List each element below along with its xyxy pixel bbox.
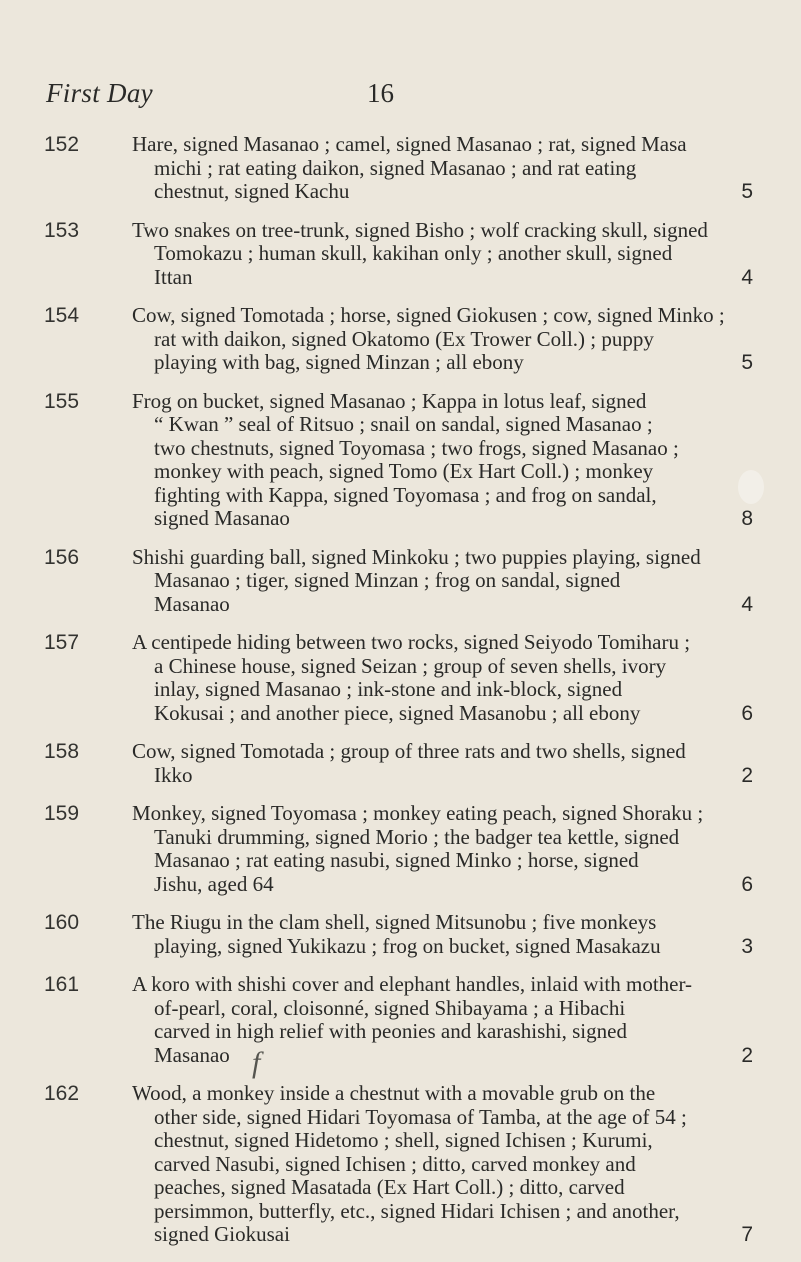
lot-number: 155 [44, 389, 80, 413]
lot-description [132, 1081, 753, 1247]
page-number: 16 [367, 78, 394, 108]
lot-entry [0, 1082, 801, 1247]
description-line: fighting with Kappa, signed Toyomasa ; and frog on sandal, [154, 482, 657, 507]
description-line: peaches, signed Masatada (Ex Hart Coll.) ; ditto, carved [154, 1175, 625, 1199]
lot-entry [0, 740, 801, 787]
description-line: a Chinese house, signed Seizan ; group of seven shells, ivory [154, 653, 667, 678]
lot-entry [0, 973, 801, 1067]
lot-number: 160 [44, 911, 80, 934]
lot-description [132, 544, 753, 617]
description-line: signed Giokusai [154, 1222, 290, 1246]
lot-description [132, 217, 753, 290]
lot-entry [0, 390, 801, 531]
lot-entry [0, 546, 801, 617]
description-line: Masanao ; rat eating nasubi, signed Minko ; horse, signed [154, 848, 639, 872]
item-count: 4 [741, 592, 753, 616]
description-line: Monkey, signed Toyomasa ; monkey eating peach, signed Shoraku ; [132, 801, 704, 825]
description-line: Ittan [154, 264, 193, 289]
description-line: chestnut, signed Hidetomo ; shell, signed Ichisen ; Kurumi, [154, 1128, 653, 1152]
lot-entry [0, 304, 801, 375]
item-count: 5 [741, 351, 753, 374]
description-line: playing, signed Yukikazu ; frog on bucket, signed Masakazu [154, 933, 661, 958]
description-line: persimmon, butterfly, etc., signed Hidari Ichisen ; and another, [154, 1198, 680, 1223]
description-line: Ikko [154, 762, 193, 787]
lot-entry [0, 802, 801, 896]
lot-number: 159 [44, 802, 80, 825]
description-line: Masanao [154, 591, 230, 616]
lot-number: 153 [44, 218, 80, 242]
section-title: First Day [46, 78, 153, 108]
lot-number: 157 [44, 631, 80, 654]
lot-description [132, 739, 753, 787]
description-line: Tanuki drumming, signed Morio ; the badger tea kettle, signed [154, 824, 680, 849]
item-count: 6 [741, 872, 753, 896]
lot-description [132, 132, 753, 204]
lot-number: 162 [44, 1082, 80, 1105]
description-line: monkey with peach, signed Tomo (Ex Hart Coll.) ; monkey [154, 459, 654, 483]
description-line: Frog on bucket, signed Masanao ; Kappa in lotus leaf, signed [132, 388, 647, 413]
lot-entry [0, 219, 801, 290]
description-line: other side, signed Hidari Toyomasa of Tamba, at the age of 54 ; [154, 1104, 687, 1129]
lot-description [132, 972, 753, 1067]
description-line: chestnut, signed Kachu [154, 179, 350, 203]
description-line: Two snakes on tree-trunk, signed Bisho ; wolf cracking skull, signed [132, 217, 708, 242]
lot-entry [0, 631, 801, 725]
description-line: A koro with shishi cover and elephant handles, inlaid with mother- [132, 972, 693, 996]
item-count: 4 [741, 265, 753, 289]
description-line: A centipede hiding between two rocks, signed Seiyodo Tomiharu ; [132, 630, 691, 654]
description-line: Masanao [154, 1042, 230, 1067]
lot-description [132, 801, 753, 896]
description-line: michi ; rat eating daikon, signed Masanao ; and rat eating [154, 155, 637, 180]
lot-description [132, 910, 753, 958]
item-count: 3 [741, 934, 753, 958]
lot-description [132, 303, 753, 375]
lot-number: 154 [44, 304, 80, 327]
description-line: Tomokazu ; human skull, kakihan only ; another skull, signed [154, 241, 673, 265]
description-line: Cow, signed Tomotada ; horse, signed Giokusen ; cow, signed Minko ; [132, 303, 725, 327]
description-line: “ Kwan ” seal of Ritsuo ; snail on sandal, signed Masanao ; [154, 412, 653, 436]
lot-number: 158 [44, 740, 80, 763]
description-line: Kokusai ; and another piece, signed Masanobu ; all ebony [154, 700, 641, 725]
item-count: 6 [741, 701, 753, 725]
description-line: Shishi guarding ball, signed Minkoku ; two puppies playing, signed [132, 544, 701, 569]
description-line: two chestnuts, signed Toyomasa ; two frogs, signed Masanao ; [154, 435, 679, 460]
lot-description [132, 388, 753, 531]
item-count: 8 [741, 507, 753, 530]
description-line: carved in high relief with peonies and karashishi, signed [154, 1019, 627, 1043]
handwritten-mark: f [252, 1046, 261, 1079]
page-header [0, 78, 801, 118]
description-line: rat with daikon, signed Okatomo (Ex Trower Coll.) ; puppy [154, 326, 654, 351]
description-line: signed Masanao [154, 506, 290, 530]
item-count: 2 [741, 1043, 753, 1067]
description-line: Hare, signed Masanao ; camel, signed Masanao ; rat, signed Masa [132, 132, 687, 156]
description-line: Masanao ; tiger, signed Minzan ; frog on sandal, signed [154, 568, 621, 592]
lot-number: 161 [44, 973, 80, 996]
lot-list [0, 133, 801, 1262]
lot-entry [0, 911, 801, 958]
lot-description [132, 630, 753, 725]
description-line: Cow, signed Tomotada ; group of three rats and two shells, signed [132, 739, 686, 763]
lot-number: 156 [44, 545, 80, 569]
description-line: of-pearl, coral, cloisonné, signed Shibayama ; a Hibachi [154, 995, 626, 1020]
description-line: playing with bag, signed Minzan ; all ebony [154, 350, 524, 374]
lot-entry [0, 133, 801, 204]
item-count: 7 [741, 1223, 753, 1246]
description-line: Jishu, aged 64 [154, 871, 274, 896]
item-count: 2 [741, 763, 753, 787]
description-line: inlay, signed Masanao ; ink-stone and ink-block, signed [154, 677, 623, 701]
description-line: carved Nasubi, signed Ichisen ; ditto, carved monkey and [154, 1151, 636, 1176]
description-line: Wood, a monkey inside a chestnut with a movable grub on the [132, 1081, 656, 1105]
item-count: 5 [741, 180, 753, 203]
description-line: The Riugu in the clam shell, signed Mitsunobu ; five monkeys [132, 910, 657, 934]
lot-number: 152 [44, 133, 80, 156]
